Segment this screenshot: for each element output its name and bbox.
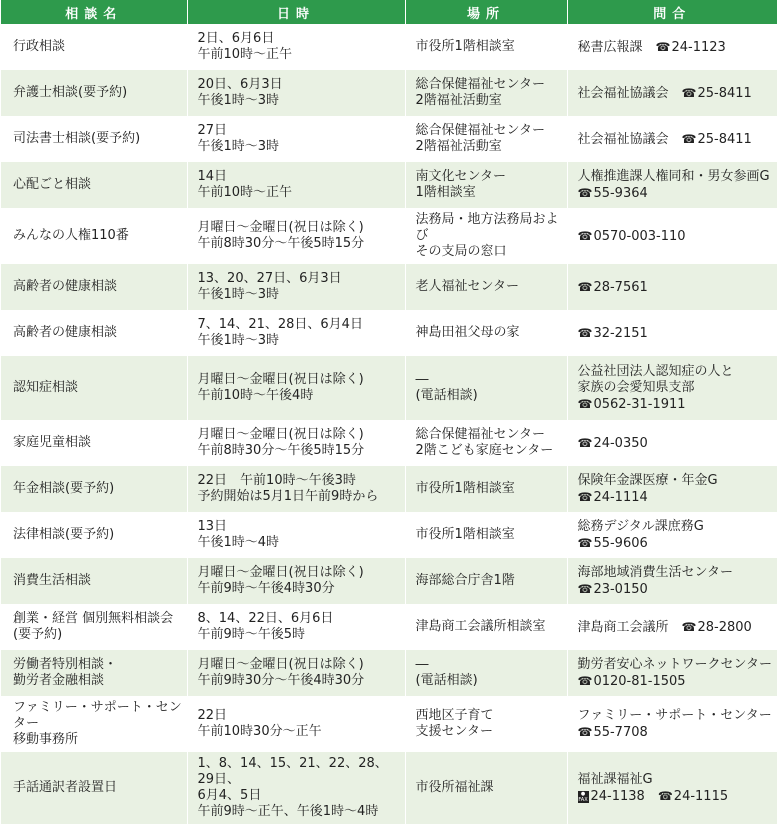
cell-place: 神島田祖父母の家 [405,310,567,356]
cell-contact [567,558,777,604]
phone-icon: ☎ [577,279,593,294]
cell-place: 市役所1階相談室 [405,512,567,558]
cell-datetime: 月曜日～金曜日(祝日は除く) 午前9時30分～午後4時30分 [187,650,405,696]
phone-number: 28-7561 [593,279,648,295]
table-row [1,24,777,70]
cell-datetime: 20日、6月3日 午後1時～3時 [187,70,405,116]
cell-name: みんなの人権110番 [1,208,187,264]
cell-contact [567,116,777,162]
cell-name: 行政相談 [1,24,187,70]
table-row [1,208,777,264]
table-row [1,162,777,208]
phone-line [578,536,648,551]
cell-datetime: 22日 午前10時～午後3時 予約開始は5月1日午前9時から [187,466,405,512]
cell-name: 年金相談(要予約) [1,466,187,512]
phone-line [682,620,752,635]
cell-place: 市役所福祉課 [405,752,567,824]
phone-line [578,186,648,201]
phone-number: 24-1115 [673,788,729,804]
table-row [1,512,777,558]
phone-number: 0562-31-1911 [593,396,686,412]
header-contact: 問合 [567,0,777,24]
cell-place: 海部総合庁舎1階 [405,558,567,604]
cell-place: 総合保健福祉センター 2階福祉活動室 [405,70,567,116]
table-row [1,310,777,356]
phone-line [656,40,726,55]
cell-datetime: 27日 午後1時～3時 [187,116,405,162]
phone-icon: ☎ [681,619,697,634]
contact-text: 公益社団法人認知症の人と 家族の会愛知県支部 [577,363,734,395]
cell-datetime: 2日、6月6日 午前10時～正午 [187,24,405,70]
cell-place: 津島商工会議所相談室 [405,604,567,650]
cell-contact [567,264,777,310]
table-row [1,696,777,752]
phone-icon: ☎ [577,724,593,739]
cell-datetime: 22日 午前10時30分～正午 [187,696,405,752]
cell-datetime: 13、20、27日、6月3日 午後1時～3時 [187,264,405,310]
cell-place: 法務局・地方法務局および その支局の窓口 [405,208,567,264]
cell-datetime: 13日 午後1時～4時 [187,512,405,558]
table-row [1,116,777,162]
contact-text: 社会福祉協議会 [577,85,669,101]
contact-text: 津島商工会議所 [577,619,669,635]
header-place: 場所 [405,0,567,24]
phone-line [578,280,648,295]
cell-contact [567,208,777,264]
contact-text: 人権推進課人権同和・男女参画G [577,168,770,184]
table-row [1,466,777,512]
table-row [1,752,777,824]
table-header [1,0,777,24]
phone-icon: ☎ [577,396,593,411]
cell-name: 法律相談(要予約) [1,512,187,558]
table-row [1,356,777,420]
cell-datetime: 月曜日～金曜日(祝日は除く) 午前9時～午後4時30分 [187,558,405,604]
cell-contact [567,70,777,116]
phone-line [578,789,729,804]
header-name: 相談名 [1,0,187,24]
cell-place: 総合保健福祉センター 2階こども家庭センター [405,420,567,466]
phone-line [578,725,648,740]
contact-text: 秘書広報課 [577,39,643,55]
cell-contact [567,512,777,558]
phone-icon: ☎ [577,581,593,596]
header-datetime: 日時 [187,0,405,24]
consultation-table [1,0,777,824]
phone-line [578,674,686,689]
cell-datetime: 14日 午前10時～正午 [187,162,405,208]
phone-line [682,132,752,147]
phone-icon: ☎ [577,489,593,504]
phone-line [578,229,686,244]
phone-line [682,86,752,101]
phone-icon: ☎ [655,39,671,54]
cell-contact [567,356,777,420]
cell-contact [567,650,777,696]
table-row [1,558,777,604]
cell-contact [567,310,777,356]
phone-icon: ☎ [577,673,593,688]
phone-number: 55-7708 [593,724,648,740]
cell-name: 司法書士相談(要予約) [1,116,187,162]
cell-place: ― (電話相談) [405,650,567,696]
cell-contact [567,466,777,512]
phone-icon: ☎ [577,435,593,450]
phone-icon: ☎ [577,535,593,550]
phone-number: 23-0150 [593,581,648,597]
phone-number: 25-8411 [697,131,752,147]
contact-text: 総務デジタル課庶務G [577,518,704,534]
phone-icon: ☎ [577,325,593,340]
cell-datetime: 8、14、22日、6月6日 午前9時～午後5時 [187,604,405,650]
cell-name: 労働者特別相談・ 勤労者金融相談 [1,650,187,696]
phone-number: 55-9364 [593,185,648,201]
contact-text: ファミリー・サポート・センター [577,707,772,723]
cell-place: 西地区子育て 支援センター [405,696,567,752]
cell-place: 老人福祉センター [405,264,567,310]
contact-text: 保険年金課医療・年金G [577,472,718,488]
phone-line [578,436,648,451]
phone-number: 55-9606 [593,535,648,551]
phone-line [578,582,648,597]
phone-number: 28-2800 [697,619,752,635]
cell-contact [567,420,777,466]
phone-icon: ☎ [577,228,593,243]
cell-name: 認知症相談 [1,356,187,420]
phone-icon: ☎ [681,131,697,146]
phone-line [578,326,648,341]
table-row [1,650,777,696]
phone-number: 24-0350 [593,435,648,451]
cell-place: 総合保健福祉センター 2階福祉活動室 [405,116,567,162]
cell-name: 家庭児童相談 [1,420,187,466]
cell-datetime: 月曜日～金曜日(祝日は除く) 午前10時～午後4時 [187,356,405,420]
contact-text: 福祉課福祉G [577,771,653,787]
phone-number: 0120-81-1505 [593,673,686,689]
cell-place: 市役所1階相談室 [405,24,567,70]
cell-place: ― (電話相談) [405,356,567,420]
contact-text: 社会福祉協議会 [577,131,669,147]
cell-place: 南文化センター 1階相談室 [405,162,567,208]
cell-contact [567,24,777,70]
table-row [1,604,777,650]
cell-name: ファミリー・サポート・センター 移動事務所 [1,696,187,752]
cell-contact [567,604,777,650]
phone-number: 32-2151 [593,325,648,341]
cell-contact [567,696,777,752]
cell-name: 弁護士相談(要予約) [1,70,187,116]
cell-contact [567,162,777,208]
cell-name: 創業・経営 個別無料相談会 (要予約) [1,604,187,650]
cell-name: 手話通訳者設置日 [1,752,187,824]
cell-name: 消費生活相談 [1,558,187,604]
contact-text: 勤労者安心ネットワークセンター [577,656,772,672]
table-row [1,70,777,116]
table-row [1,264,777,310]
phone-number: 24-1123 [671,39,726,55]
phone-number: 0570-003-110 [593,228,686,244]
contact-text: 海部地域消費生活センター [577,564,733,580]
phone-icon: ☎ [681,85,697,100]
fax-number: 24-1138 [590,788,645,804]
cell-name: 高齢者の健康相談 [1,264,187,310]
phone-number: 24-1114 [593,489,648,505]
cell-place: 市役所1階相談室 [405,466,567,512]
cell-datetime: 7、14、21、28日、6月4日 午後1時～3時 [187,310,405,356]
cell-datetime: 月曜日～金曜日(祝日は除く) 午前8時30分～午後5時15分 [187,208,405,264]
cell-datetime: 月曜日～金曜日(祝日は除く) 午前8時30分～午後5時15分 [187,420,405,466]
fax-icon: ● FAX [578,790,588,803]
cell-contact [567,752,777,824]
phone-line [578,397,686,412]
cell-name: 心配ごと相談 [1,162,187,208]
cell-name: 高齢者の健康相談 [1,310,187,356]
phone-icon: ☎ [577,185,593,200]
phone-number: 25-8411 [697,85,752,101]
phone-line [578,490,648,505]
phone-icon: ☎ [657,788,673,803]
cell-datetime: 1、8、14、15、21、22、28、29日、 6月4、5日 午前9時～正午、午後1時～4時 [187,752,405,824]
table-row [1,420,777,466]
